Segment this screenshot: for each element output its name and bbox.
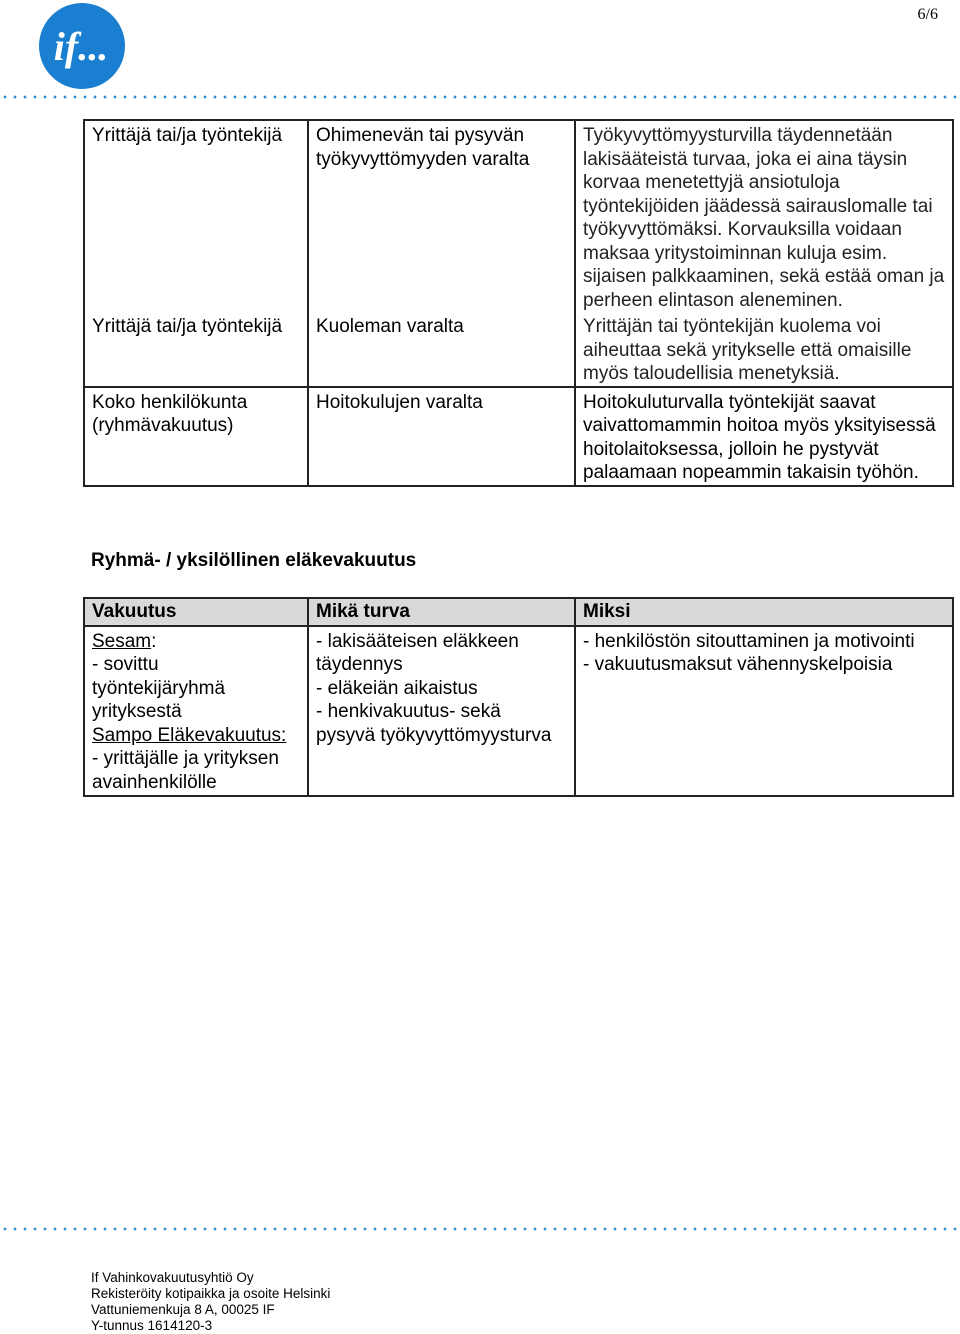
text-line: - henkilöstön sitouttaminen ja motivointi (583, 630, 915, 652)
table-cell: Koko henkilökunta (ryhmävakuutus) (84, 387, 308, 486)
text-line: yrityksestä (92, 701, 182, 722)
footer-address: Vattuniemenkuja 8 A, 00025 IF (91, 1302, 275, 1317)
table-header-row (84, 598, 953, 626)
table-cell: Yrittäjä tai/ja työntekijä (84, 120, 308, 312)
column-header: Vakuutus (84, 598, 308, 626)
footer (91, 1270, 330, 1334)
column-header: Miksi (575, 598, 953, 626)
text-line: avainhenkilölle (92, 771, 217, 793)
footer-registered: Rekisteröity kotipaikka ja osoite Helsinki (91, 1286, 331, 1301)
text-line: - eläkeiän aikaistus (316, 677, 478, 699)
table-row (84, 312, 953, 387)
table-cell: Hoitokuluturvalla työntekijät saavat vaivattomammin hoitoa myös yksityisessä hoitolaitoksessa, jolloin he pystyvät palaamaan nopeammin takaisin työhön. (575, 387, 953, 486)
table-cell (575, 626, 953, 797)
footer-company: If Vahinkovakuutusyhtiö Oy (91, 1270, 254, 1285)
pension-table (83, 597, 954, 797)
sampo-title: Sampo Eläkevakuutus: (92, 724, 287, 746)
text-line: - yrittäjälle ja yrityksen (92, 748, 279, 769)
text-line: pysyvä työkyvyttömyysturva (316, 724, 552, 746)
text-line: - sovittu (92, 654, 159, 675)
column-header: Mikä turva (308, 598, 575, 626)
if-logo (38, 2, 126, 90)
table-cell: Ohimenevän tai pysyvän työkyvyttömyyden varalta (308, 120, 575, 312)
sesam-colon: : (151, 630, 157, 652)
footer-business-id: Y-tunnus 1614120-3 (91, 1318, 213, 1333)
table-cell (84, 626, 308, 797)
text-line: työntekijäryhmä (92, 677, 226, 699)
sesam-line (92, 630, 300, 654)
top-dotted-rule (0, 95, 960, 99)
table-row (84, 387, 953, 486)
table-cell: Hoitokulujen varalta (308, 387, 575, 486)
text-line: - henkivakuutus- sekä (316, 701, 501, 722)
table-cell: Yrittäjä tai/ja työntekijä (84, 312, 308, 387)
table-cell: Yrittäjän tai työntekijän kuolema voi aiheuttaa sekä yritykselle että omaisille myös taloudellisia menetyksiä. (575, 312, 953, 387)
sesam-title: Sesam (92, 630, 152, 652)
text-line: täydennys (316, 654, 403, 675)
text-line: - vakuutusmaksut vähennyskelpoisia (583, 654, 893, 675)
table-row (84, 120, 953, 312)
page-number: 6/6 (917, 6, 938, 23)
table-cell: Kuoleman varalta (308, 312, 575, 387)
logo-text: if... (53, 24, 109, 69)
section-heading: Ryhmä- / yksilöllinen eläkevakuutus (91, 550, 417, 571)
table-row (84, 626, 953, 797)
table-cell (308, 626, 575, 797)
bottom-dotted-rule (0, 1227, 960, 1231)
insurance-table (83, 119, 954, 487)
text-line: - lakisääteisen eläkkeen (316, 630, 519, 652)
table-cell: Työkyvyttömyysturvilla täydennetään lakisääteistä turvaa, joka ei aina täysin korvaa menetettyjä ansiotuloja työntekijöiden jäädessä sairauslomalle tai työkyvyttömäksi. Korvauksilla voidaan maksaa yritystoiminnan kuluja esim. sijaisen palkkaaminen, sekä estää oman ja perheen elintason aleneminen. (575, 120, 953, 312)
